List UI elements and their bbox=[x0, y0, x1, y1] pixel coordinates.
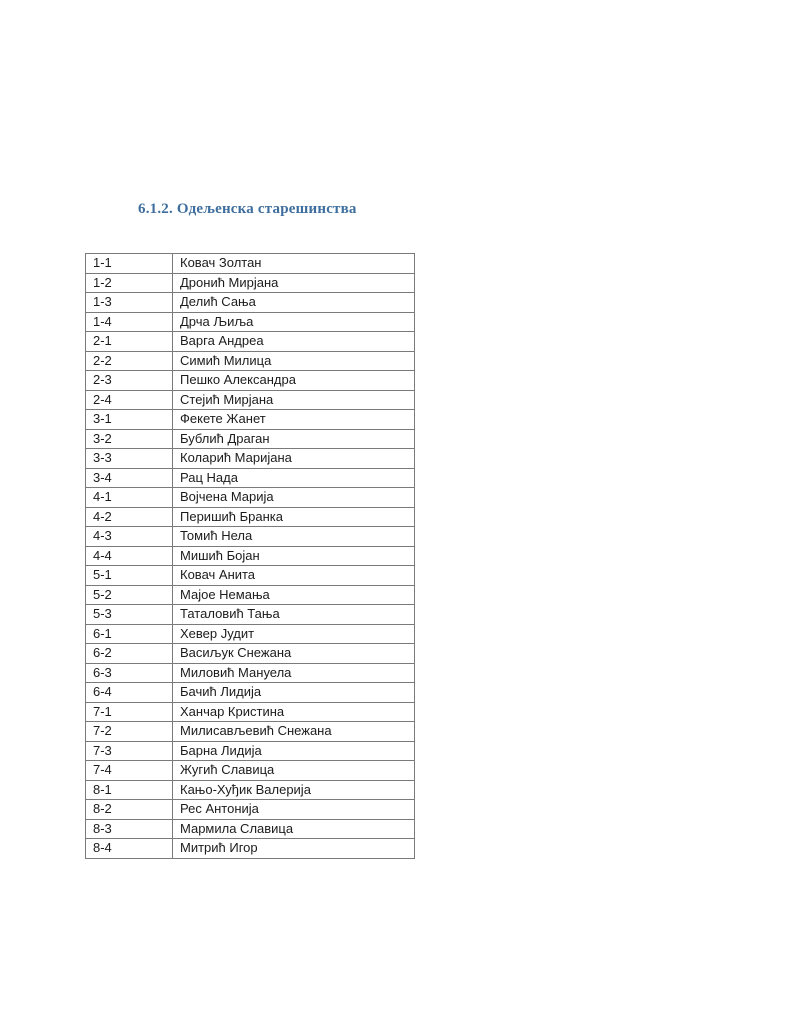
class-code-cell: 1-3 bbox=[86, 293, 173, 313]
class-code-cell: 8-4 bbox=[86, 839, 173, 859]
teacher-name-cell: Томић Нела bbox=[173, 527, 415, 547]
table-row bbox=[86, 449, 415, 469]
teacher-name-cell: Митрић Игор bbox=[173, 839, 415, 859]
table-row bbox=[86, 800, 415, 820]
class-code-cell: 1-2 bbox=[86, 273, 173, 293]
table-row bbox=[86, 332, 415, 352]
class-code-cell: 6-2 bbox=[86, 644, 173, 664]
table-row bbox=[86, 527, 415, 547]
class-code-cell: 8-3 bbox=[86, 819, 173, 839]
class-code-cell: 7-3 bbox=[86, 741, 173, 761]
table-row bbox=[86, 644, 415, 664]
teacher-name-cell: Жугић Славица bbox=[173, 761, 415, 781]
class-code-cell: 2-2 bbox=[86, 351, 173, 371]
table-row bbox=[86, 488, 415, 508]
table-row bbox=[86, 741, 415, 761]
table-row bbox=[86, 390, 415, 410]
table-row bbox=[86, 605, 415, 625]
teacher-name-cell: Делић Сања bbox=[173, 293, 415, 313]
table-row bbox=[86, 371, 415, 391]
class-code-cell: 4-4 bbox=[86, 546, 173, 566]
teacher-name-cell: Рес Антонија bbox=[173, 800, 415, 820]
table-row bbox=[86, 410, 415, 430]
class-code-cell: 2-4 bbox=[86, 390, 173, 410]
staff-table-body bbox=[86, 254, 415, 859]
teacher-name-cell: Мајое Немања bbox=[173, 585, 415, 605]
teacher-name-cell: Варга Андреа bbox=[173, 332, 415, 352]
class-code-cell: 1-4 bbox=[86, 312, 173, 332]
table-row bbox=[86, 566, 415, 586]
class-code-cell: 6-4 bbox=[86, 683, 173, 703]
table-row bbox=[86, 585, 415, 605]
teacher-name-cell: Перишић Бранка bbox=[173, 507, 415, 527]
teacher-name-cell: Пешко Александра bbox=[173, 371, 415, 391]
class-code-cell: 5-2 bbox=[86, 585, 173, 605]
teacher-name-cell: Ковач Золтан bbox=[173, 254, 415, 274]
teacher-name-cell: Барна Лидија bbox=[173, 741, 415, 761]
class-code-cell: 8-2 bbox=[86, 800, 173, 820]
class-code-cell: 5-3 bbox=[86, 605, 173, 625]
class-code-cell: 3-4 bbox=[86, 468, 173, 488]
teacher-name-cell: Миловић Мануела bbox=[173, 663, 415, 683]
table-row bbox=[86, 780, 415, 800]
table-row bbox=[86, 429, 415, 449]
class-code-cell: 4-1 bbox=[86, 488, 173, 508]
teacher-name-cell: Дрча Љиља bbox=[173, 312, 415, 332]
class-code-cell: 8-1 bbox=[86, 780, 173, 800]
teacher-name-cell: Дронић Мирјана bbox=[173, 273, 415, 293]
table-row bbox=[86, 546, 415, 566]
class-code-cell: 3-1 bbox=[86, 410, 173, 430]
teacher-name-cell: Бублић Драган bbox=[173, 429, 415, 449]
teacher-name-cell: Фекете Жанет bbox=[173, 410, 415, 430]
teacher-name-cell: Бачић Лидија bbox=[173, 683, 415, 703]
class-code-cell: 2-3 bbox=[86, 371, 173, 391]
class-code-cell: 6-1 bbox=[86, 624, 173, 644]
table-row bbox=[86, 683, 415, 703]
class-code-cell: 3-2 bbox=[86, 429, 173, 449]
table-row bbox=[86, 761, 415, 781]
table-row bbox=[86, 819, 415, 839]
teacher-name-cell: Војчена Марија bbox=[173, 488, 415, 508]
teacher-name-cell: Мишић Бојан bbox=[173, 546, 415, 566]
teacher-name-cell: Васиљук Снежана bbox=[173, 644, 415, 664]
table-row bbox=[86, 839, 415, 859]
class-code-cell: 7-1 bbox=[86, 702, 173, 722]
table-row bbox=[86, 312, 415, 332]
class-code-cell: 3-3 bbox=[86, 449, 173, 469]
teacher-name-cell: Хевер Јудит bbox=[173, 624, 415, 644]
table-row bbox=[86, 722, 415, 742]
class-code-cell: 1-1 bbox=[86, 254, 173, 274]
teacher-name-cell: Милисављевић Снежана bbox=[173, 722, 415, 742]
class-code-cell: 6-3 bbox=[86, 663, 173, 683]
section-heading: 6.1.2. Одељенска старешинства bbox=[138, 201, 357, 217]
teacher-name-cell: Стејић Мирјана bbox=[173, 390, 415, 410]
table-row bbox=[86, 254, 415, 274]
teacher-name-cell: Ханчар Кристина bbox=[173, 702, 415, 722]
table-row bbox=[86, 273, 415, 293]
teacher-name-cell: Кањо-Хуђик Валерија bbox=[173, 780, 415, 800]
teacher-name-cell: Симић Милица bbox=[173, 351, 415, 371]
staff-table bbox=[85, 253, 415, 859]
class-code-cell: 4-3 bbox=[86, 527, 173, 547]
table-row bbox=[86, 624, 415, 644]
table-row bbox=[86, 468, 415, 488]
teacher-name-cell: Мармила Славица bbox=[173, 819, 415, 839]
table-row bbox=[86, 702, 415, 722]
teacher-name-cell: Рац Нада bbox=[173, 468, 415, 488]
teacher-name-cell: Коларић Маријана bbox=[173, 449, 415, 469]
teacher-name-cell: Таталовић Тања bbox=[173, 605, 415, 625]
table-row bbox=[86, 663, 415, 683]
table-row bbox=[86, 351, 415, 371]
class-code-cell: 7-2 bbox=[86, 722, 173, 742]
teacher-name-cell: Ковач Анита bbox=[173, 566, 415, 586]
class-code-cell: 2-1 bbox=[86, 332, 173, 352]
class-code-cell: 5-1 bbox=[86, 566, 173, 586]
table-row bbox=[86, 507, 415, 527]
table-row bbox=[86, 293, 415, 313]
class-code-cell: 4-2 bbox=[86, 507, 173, 527]
class-code-cell: 7-4 bbox=[86, 761, 173, 781]
